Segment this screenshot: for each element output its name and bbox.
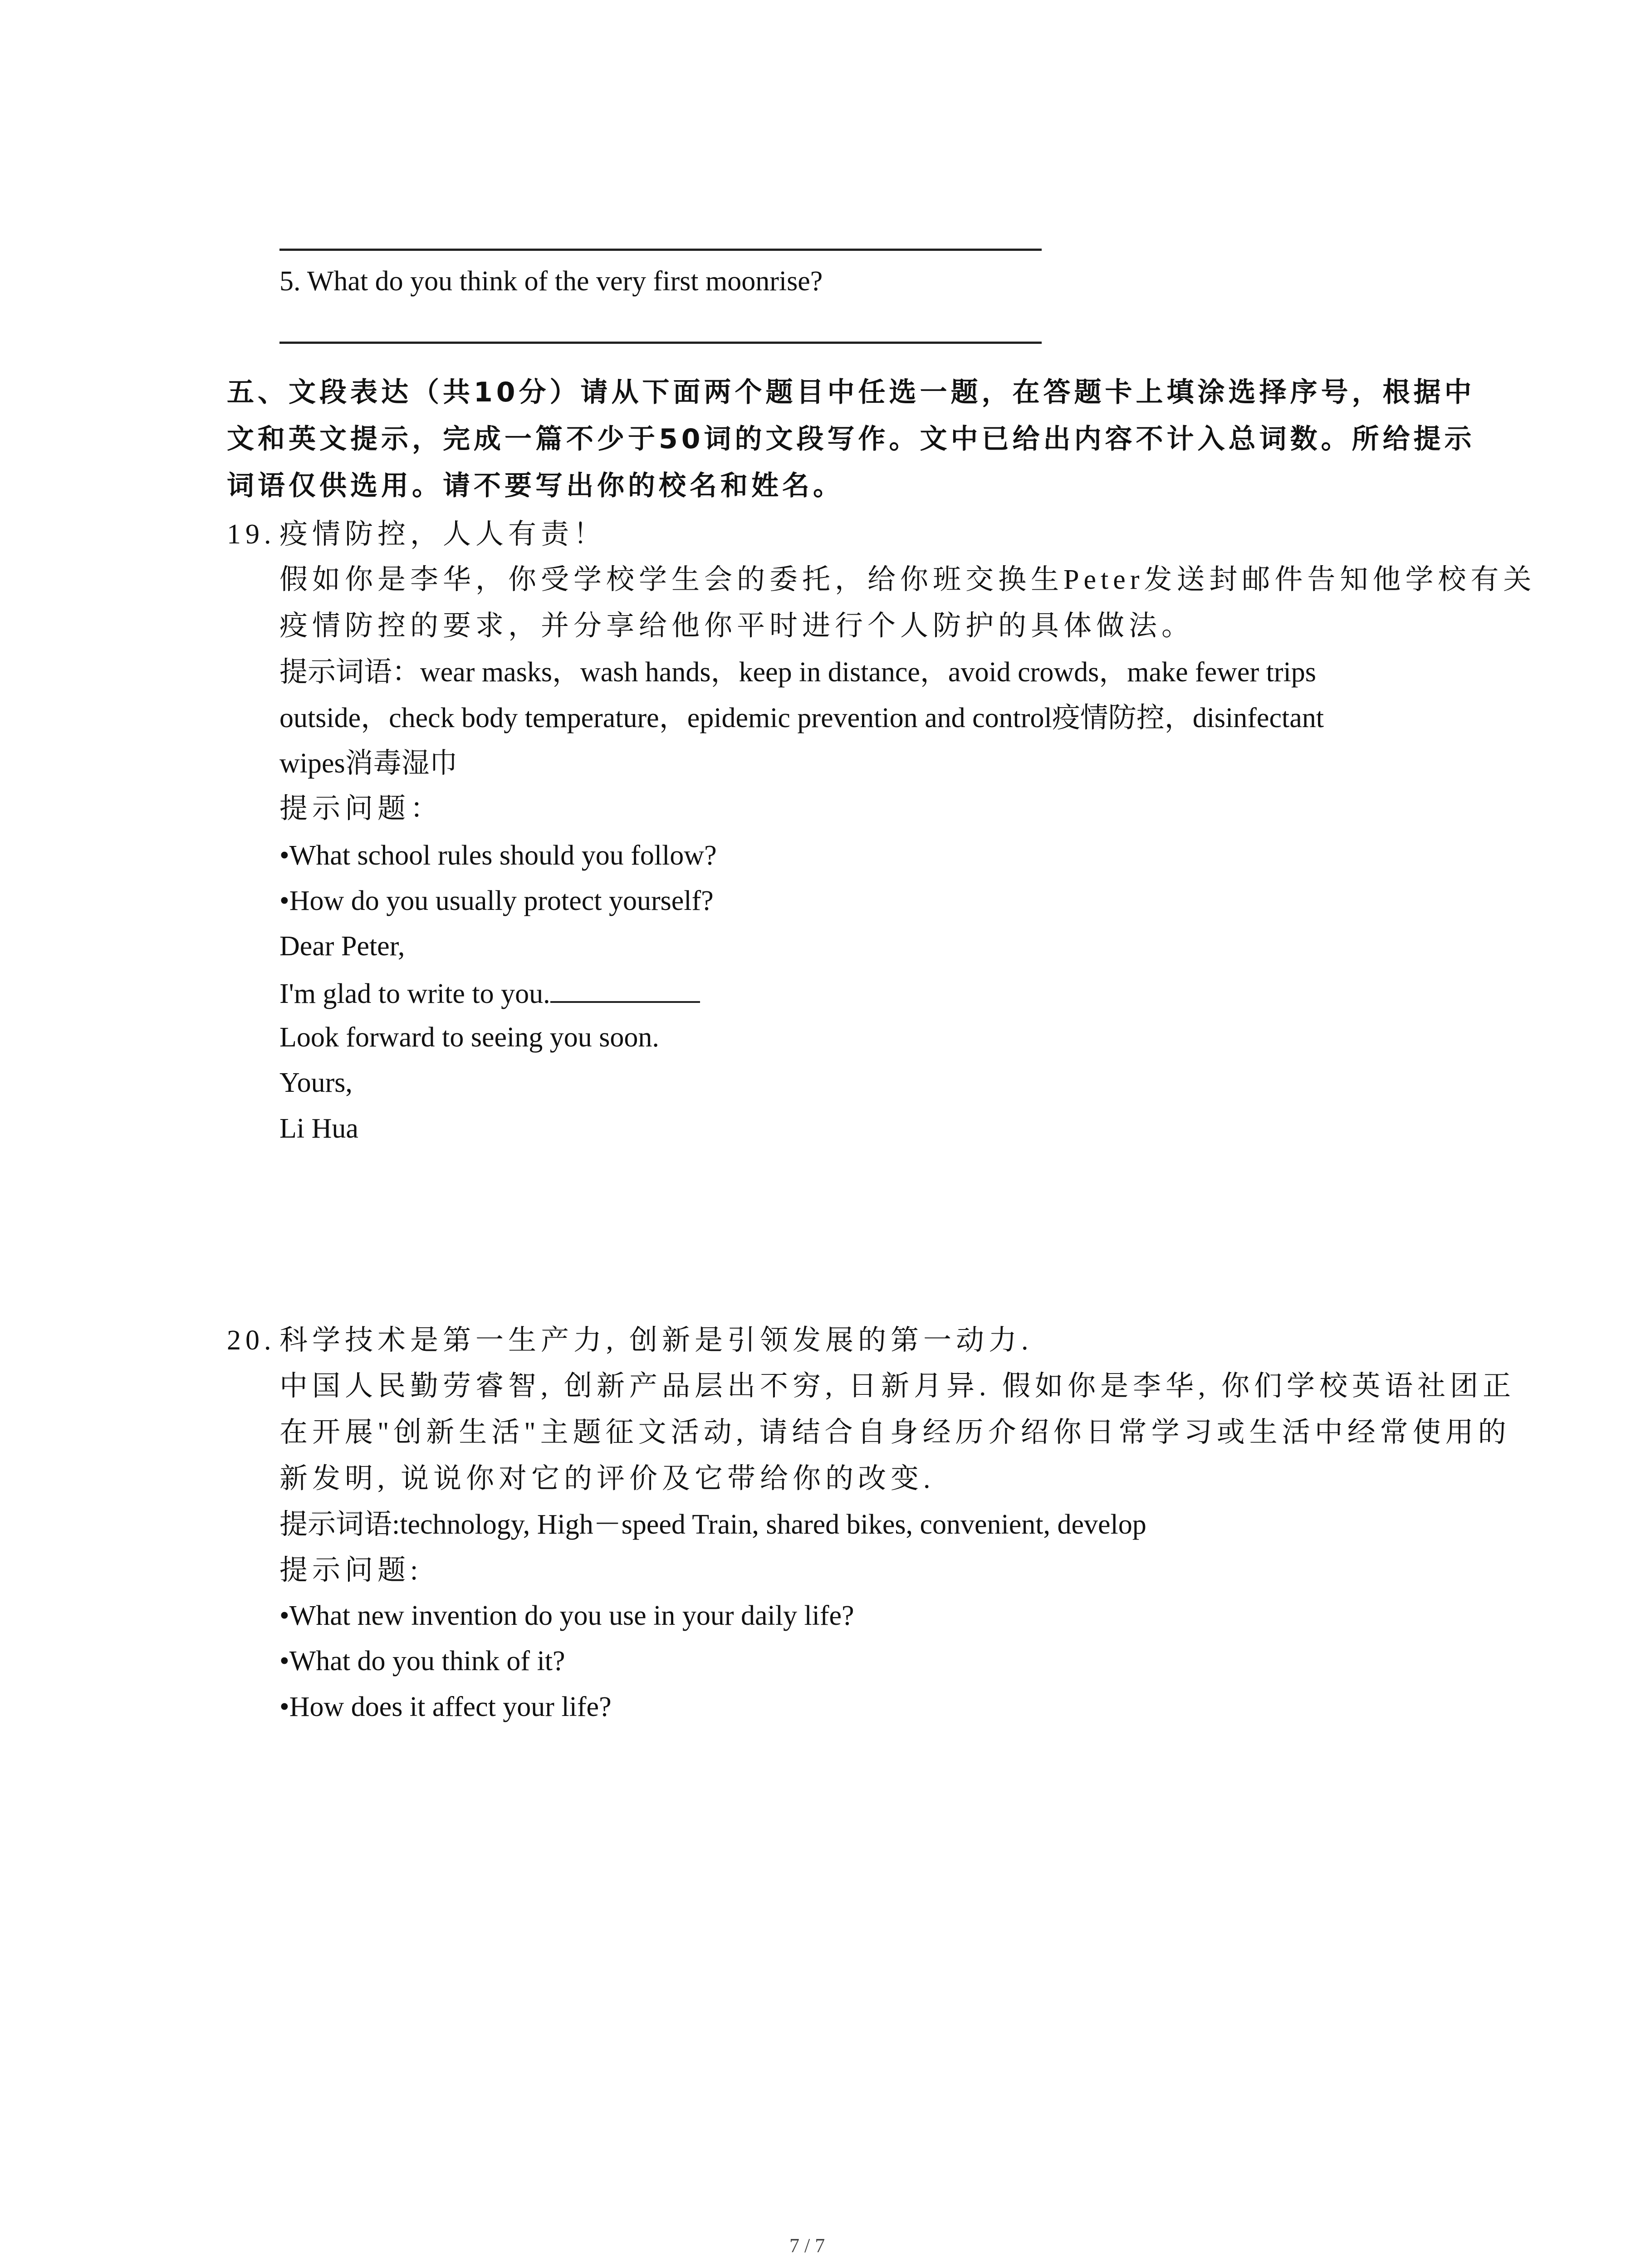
question-20-desc-line-2: 在开展"创新生活"主题征文活动, 请结合自身经历介绍你日常学习或生活中经常使用的 <box>279 1417 1511 1448</box>
question-19-hint-words-line-2: outside，check body temperature，epidemic prevention and control疫情防控，disinfectant <box>279 703 1324 733</box>
question-19-prompt-1: •What school rules should you follow? <box>279 840 717 871</box>
letter-body-blank[interactable] <box>550 969 700 1003</box>
letter-signoff: Yours, <box>279 1067 353 1098</box>
letter-signature: Li Hua <box>279 1113 358 1144</box>
question-20-number: 20. <box>227 1325 276 1356</box>
question-20-desc-line-3: 新发明, 说说你对它的评价及它带给你的改变. <box>279 1463 935 1494</box>
section-5-instruction-line-1: 五、文段表达（共10分）请从下面两个题目中任选一题，在答题卡上填涂选择序号，根据中 <box>227 376 1475 408</box>
question-19-desc-line-1: 假如你是李华，你受学校学生会的委托，给你班交换生Peter发送封邮件告知他学校有关 <box>279 564 1536 595</box>
question-19-prompt-2: •How do you usually protect yourself? <box>279 885 714 916</box>
question-19-title: 疫情防控，人人有责！ <box>279 519 607 550</box>
question-19-hint-words-line-3: wipes消毒湿巾 <box>279 748 458 779</box>
section-5-instruction-line-3: 词语仅供选用。请不要写出你的校名和姓名。 <box>227 470 844 502</box>
page-number: 7 / 7 <box>789 2234 825 2257</box>
answer-line-5[interactable] <box>279 342 1042 344</box>
question-20-prompt-3: •How does it affect your life? <box>279 1691 612 1722</box>
letter-opening-text: I'm glad to write to you. <box>279 978 550 1009</box>
question-20-hint-questions-label: 提示问题: <box>279 1555 423 1586</box>
section-5-instruction-line-2: 文和英文提示，完成一篇不少于50词的文段写作。文中已给出内容不计入总词数。所给提示 <box>227 423 1475 455</box>
question-20-hint-words: 提示词语:technology, High－speed Train, shared bikes, convenient, develop <box>279 1509 1146 1540</box>
answer-line-4[interactable] <box>279 249 1042 251</box>
question-19-hint-words-line-1: 提示词语：wear masks，wash hands，keep in distance，avoid crowds，make fewer trips <box>279 657 1316 688</box>
question-20-title: 科学技术是第一生产力, 创新是引领发展的第一动力. <box>279 1325 1033 1356</box>
letter-closing: Look forward to seeing you soon. <box>279 1022 659 1053</box>
question-20-prompt-2: •What do you think of it? <box>279 1646 565 1677</box>
letter-salutation: Dear Peter, <box>279 931 405 962</box>
question-20-desc-line-1: 中国人民勤劳睿智, 创新产品层出不穷, 日新月异. 假如你是李华, 你们学校英语社团正 <box>279 1371 1516 1402</box>
question-19-hint-questions-label: 提示问题： <box>279 793 443 824</box>
question-19-number: 19. <box>227 519 276 550</box>
letter-opening <box>279 969 700 1017</box>
question-20-prompt-1: •What new invention do you use in your daily life? <box>279 1600 854 1631</box>
question-5-text: 5. What do you think of the very first moonrise? <box>279 266 823 297</box>
question-19-desc-line-2: 疫情防控的要求，并分享给他你平时进行个人防护的具体做法。 <box>279 611 1195 641</box>
